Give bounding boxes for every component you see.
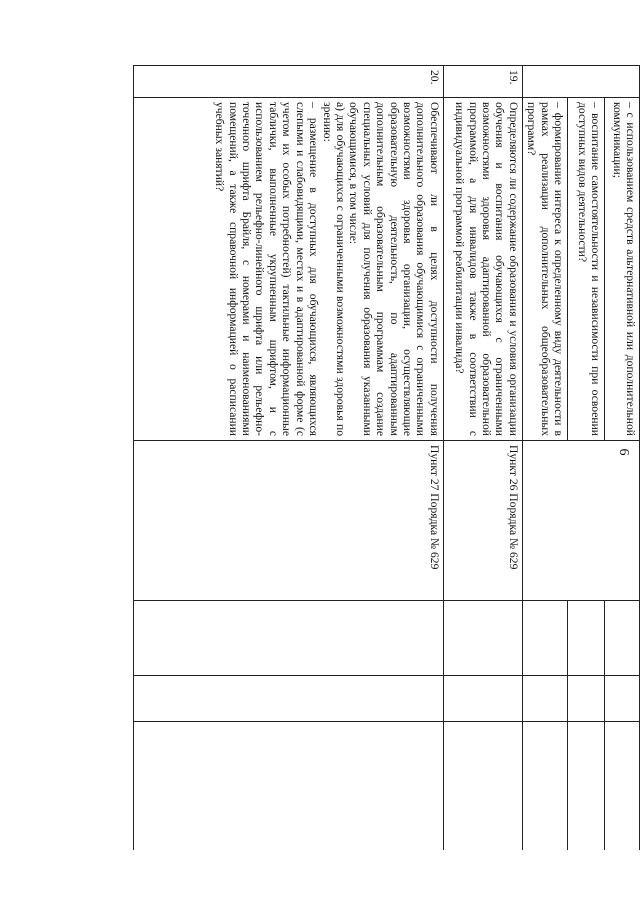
table-row <box>443 66 522 851</box>
answer-cell <box>443 601 522 676</box>
checklist-table <box>133 65 640 850</box>
note-cell <box>568 722 605 851</box>
row-number: 19. <box>443 66 522 98</box>
question-cell: Определяются ли содержание образования и условия организации обучения и воспитания обучающихся с ограниченными возможностями здоровья адаптированной образовательной программой, а для инвалидов также в соответствии с индивидуальной программой реабилитации инвалида? <box>443 98 522 441</box>
answer-cell <box>605 676 640 722</box>
question-paragraph: Обеспечивают ли в целях доступности получения дополнительного образования обучающимися с ограниченными возможностями здоровья организации, осуществляющие образовательную деятельность, по адаптированным дополнительным образовательным программам создание специальных условий для получения образования указанными обучающимися, в том числе: <box>347 102 441 436</box>
number-cell <box>522 66 639 98</box>
reference-cell: Пункт 27 Порядка № 629 <box>133 441 443 601</box>
note-cell <box>133 722 443 851</box>
note-cell <box>605 722 640 851</box>
page-number: 6 <box>616 448 631 456</box>
answer-cell <box>522 676 567 722</box>
answer-cell <box>133 676 443 722</box>
row-number: 20. <box>133 66 443 98</box>
answer-cell <box>133 601 443 676</box>
question-cell <box>133 98 443 441</box>
table-row <box>133 66 443 851</box>
rotated-content <box>85 65 640 850</box>
question-cell: – формирование интереса к определенному виду деятельности в рамках реализации дополнительных общеобразовательных программ? <box>522 98 567 441</box>
reference-cell: Пункт 26 Порядка № 629 <box>443 441 522 601</box>
note-cell <box>522 722 567 851</box>
question-cell: – с использованием средств альтернативной или дополнительной коммуникации; <box>605 98 640 441</box>
question-paragraph: – размещение в доступных для обучающихся, являющихся слепыми и слабовидящими, местах и в адаптированной форме (с учетом их особых потребностей) тактильные информационные таблички, выполненные укрупненным шрифтом, и с использованием рельефно-линейного шрифта или рельефно-точечного шрифта Брайля, с номерами и наименованиями помещений, а также справочной информацией о расписании учебных занятий? <box>213 102 321 436</box>
note-cell <box>443 722 522 851</box>
question-cell: – воспитание самостоятельности и независимости при освоении доступных видов деятельности? <box>568 98 605 441</box>
answer-cell <box>568 601 605 676</box>
answer-cell <box>568 676 605 722</box>
answer-cell <box>605 601 640 676</box>
reference-cell <box>522 441 639 601</box>
answer-cell <box>443 676 522 722</box>
table-row <box>605 66 640 851</box>
answer-cell <box>522 601 567 676</box>
question-paragraph: а) для обучающихся с ограниченными возможностями здоровья по зрению: <box>320 102 347 436</box>
